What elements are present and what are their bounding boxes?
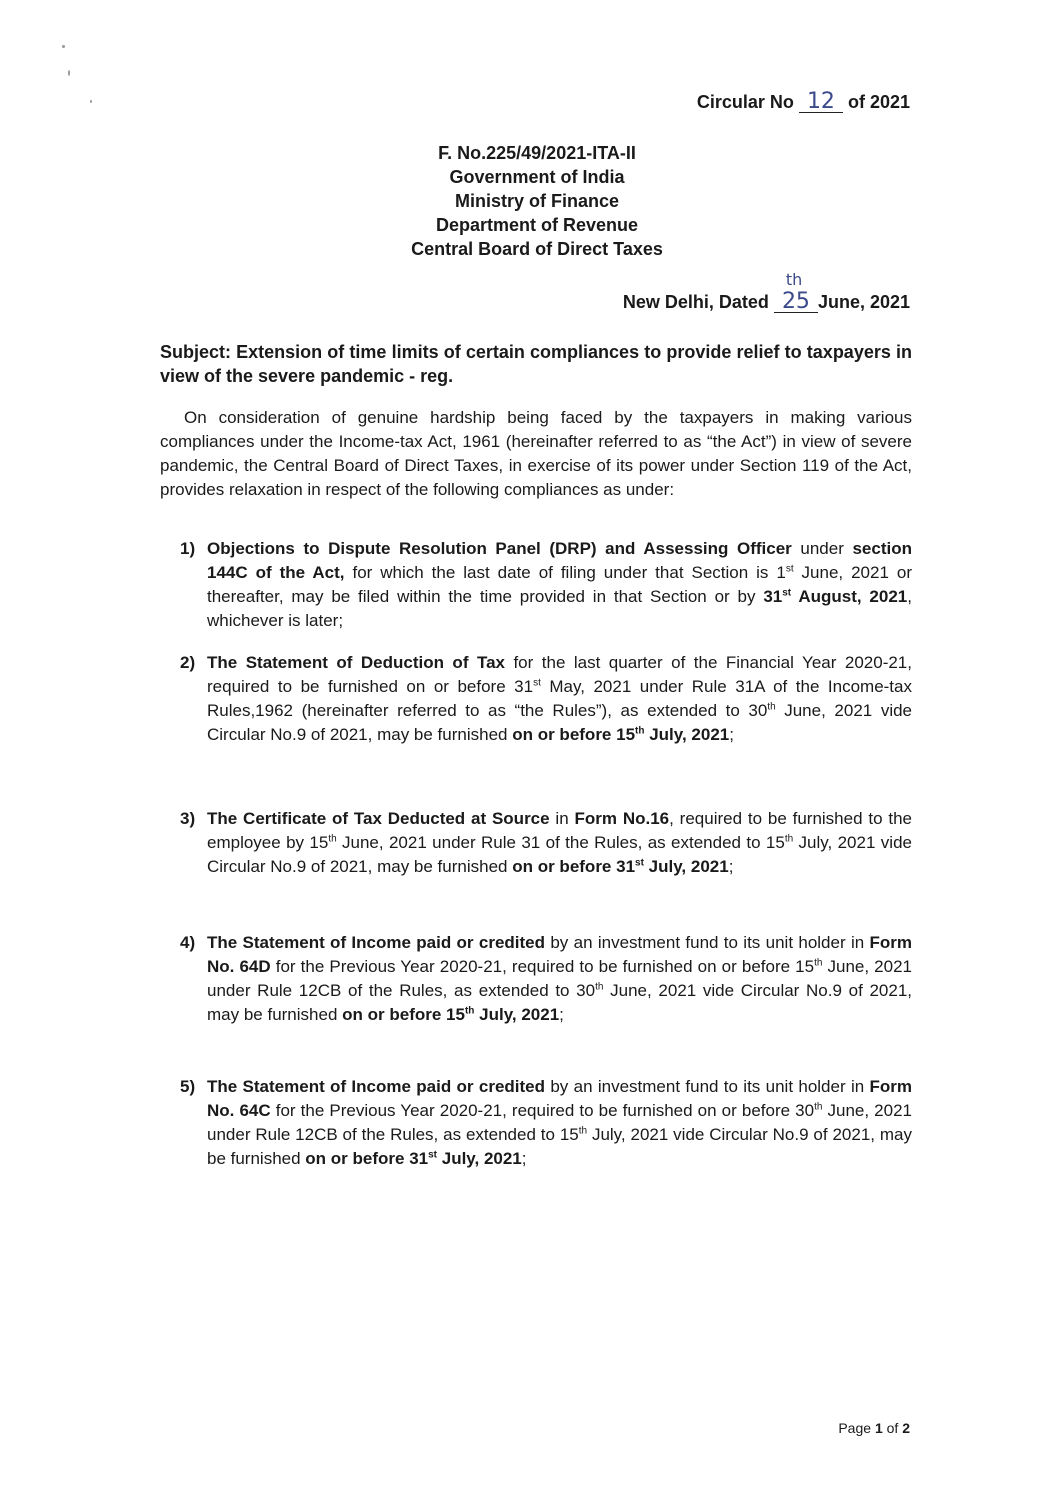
bold-text: th <box>464 1005 475 1017</box>
date-line <box>622 270 910 314</box>
handwritten-day-suffix: th <box>785 270 803 289</box>
item-text <box>207 931 912 1027</box>
text-run: st <box>533 677 541 689</box>
bold-text: st <box>635 857 644 869</box>
handwritten-day <box>774 289 818 314</box>
text-run: for the Previous Year 2020-21, required to be furnished on or before 15 <box>270 957 815 976</box>
bold-text: on or before 31 <box>512 857 636 876</box>
intro-paragraph <box>160 406 912 502</box>
text-run: June, 2021 vide Circular No.9 of 2021, may be furnished <box>207 981 913 1024</box>
circular-year: of 2021 <box>847 92 910 112</box>
date-suffix: June, 2021 <box>817 292 910 312</box>
item-text <box>207 537 912 633</box>
text-run: , whichever is later; <box>207 587 912 630</box>
bold-text: section 144C of the Act, <box>207 539 912 582</box>
item-number: 3) <box>180 809 196 828</box>
bold-text: August, 2021 <box>791 587 908 606</box>
page-label: Page <box>838 1420 872 1436</box>
handwritten-circular-number: 12 <box>799 92 843 113</box>
ministry: Ministry of Finance <box>454 191 620 211</box>
list-item <box>180 807 912 879</box>
government: Government of India <box>449 167 625 187</box>
text-run: June, 2021 or thereafter, may be filed within the time provided in that Section or by <box>207 563 912 606</box>
text-run: June, 2021 under Rule 31 of the Rules, as extended to 15 <box>336 833 785 852</box>
circular-label: Circular No <box>696 92 794 112</box>
item-text <box>207 1075 912 1171</box>
list-item <box>180 537 912 633</box>
bold-text: The Statement of Income paid or credited <box>207 933 546 952</box>
bold-text: st <box>428 1149 438 1161</box>
bold-text: July, 2021 <box>474 1005 560 1024</box>
text-run: June, 2021 vide Circular No.9 of 2021, may be furnished <box>207 701 913 744</box>
board: Central Board of Direct Taxes <box>411 239 663 259</box>
bold-text: The Statement of Deduction of Tax <box>207 653 505 672</box>
text-run: in <box>549 809 575 828</box>
bold-text: Form No. 64D <box>207 933 913 976</box>
bold-text: on or before 15 <box>512 725 636 744</box>
text-run: for the last quarter of the Financial Year 2020-21, required to be furnished on or before 31 <box>207 653 912 696</box>
text-run: th <box>767 701 776 713</box>
bold-text: 31 <box>763 587 783 606</box>
bold-text: July, 2021 <box>644 725 730 744</box>
letterhead <box>330 141 744 261</box>
item-number: 5) <box>180 1077 196 1096</box>
bold-text: th <box>635 725 645 737</box>
list-item <box>180 931 912 1027</box>
text-run: th <box>784 833 794 845</box>
circular-number <box>696 89 910 114</box>
bold-text: st <box>782 587 792 599</box>
text-run: st <box>785 563 794 575</box>
bold-text: Form No. 64C <box>207 1077 913 1120</box>
list-item <box>180 1075 912 1171</box>
text-run: for the Previous Year 2020-21, required to be furnished on or before 30 <box>270 1101 815 1120</box>
text-run: th <box>328 833 337 845</box>
text-run: May, 2021 under Rule 31A of the Income-tax Rules,1962 (hereinafter referred to as “the Rules”), as extended to 30 <box>207 677 912 720</box>
item-number: 1) <box>180 539 196 558</box>
file-number: F. No.225/49/2021-ITA-II <box>438 143 636 163</box>
text-run: ; <box>728 857 734 876</box>
text-run: th <box>578 1125 588 1137</box>
subject: Subject: Extension of time limits of certain compliances to provide relief to taxpayers in view of the severe pandemic - reg. <box>160 342 912 386</box>
item-text <box>207 651 912 747</box>
text-run: by an investment fund to its unit holder in <box>545 933 870 952</box>
of-label: of <box>886 1420 899 1436</box>
text-run: ; <box>729 725 734 744</box>
bold-text: July, 2021 <box>437 1149 522 1168</box>
total-pages: 2 <box>902 1420 910 1436</box>
department: Department of Revenue <box>435 215 639 235</box>
text-run: , required to be furnished to the employee by 15 <box>207 809 913 852</box>
text-run: ; <box>559 1005 564 1024</box>
text-run: th <box>814 1101 823 1113</box>
list-item <box>180 651 912 747</box>
item-number: 4) <box>180 933 196 952</box>
text-run: June, 2021 under Rule 12CB of the Rules, as extended to 15 <box>207 1101 912 1144</box>
bold-text: on or before 15 <box>342 1005 465 1024</box>
text-run: June, 2021 under Rule 12CB of the Rules, as extended to 30 <box>207 957 912 1000</box>
current-page: 1 <box>874 1420 883 1436</box>
item-number: 2) <box>180 653 196 672</box>
text-run: th <box>814 957 823 969</box>
bold-text: Form No.16 <box>574 809 670 828</box>
page-number <box>838 1420 910 1436</box>
text-run: th <box>595 981 604 993</box>
text-run: July, 2021 vide Circular No.9 of 2021, may be furnished <box>207 1125 912 1168</box>
bold-text: on or before 31 <box>305 1149 429 1168</box>
text-run: On consideration of genuine hardship being faced by the taxpayers in making various compliances under the Income-tax Act, 1961 (hereinafter referred to as “the Act”) in view of severe pandemic, the Central Board of Direct Taxes, in exercise of its power under Section 119 of the Act, provides relaxation in respect of the following compliances as under: <box>160 408 912 499</box>
date-prefix: New Delhi, Dated <box>622 292 769 312</box>
bold-text: The Statement of Income paid or credited <box>207 1077 546 1096</box>
bold-text: Objections to Dispute Resolution Panel (DRP) and Assessing Officer <box>207 539 792 558</box>
text-run: for which the last date of filing under that Section is 1 <box>344 563 786 582</box>
text-run: by an investment fund to its unit holder in <box>545 1077 870 1096</box>
day-value: 25 <box>781 289 810 314</box>
bold-text: The Certificate of Tax Deducted at Source <box>207 809 550 828</box>
item-text <box>207 807 912 879</box>
text-run: July, 2021 vide Circular No.9 of 2021, may be furnished <box>207 833 912 876</box>
text-run: ; <box>521 1149 527 1168</box>
bold-text: July, 2021 <box>643 857 729 876</box>
text-run: under <box>791 539 853 558</box>
